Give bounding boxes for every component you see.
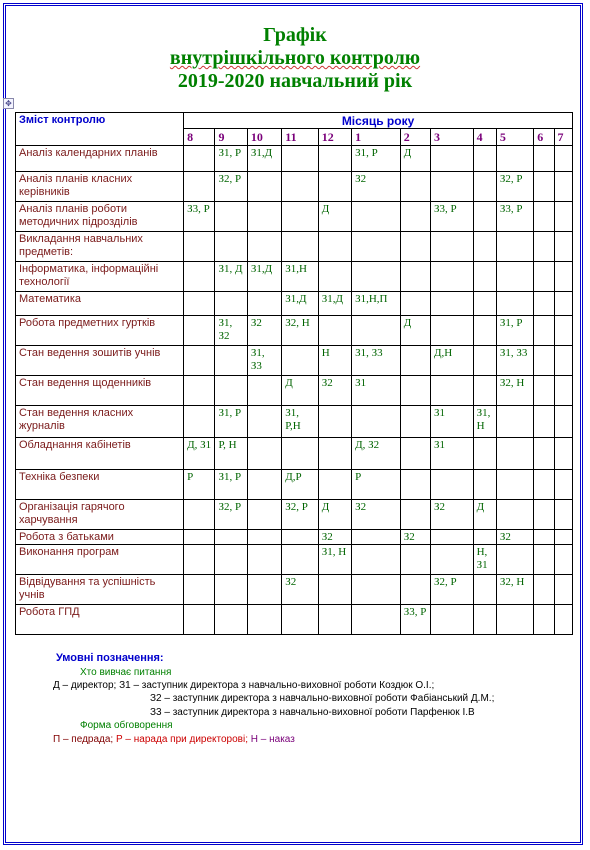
schedule-cell: [473, 438, 496, 470]
schedule-cell: [534, 545, 554, 575]
schedule-cell: [431, 292, 474, 316]
schedule-cell: З2: [431, 500, 474, 530]
schedule-cell: [534, 605, 554, 635]
table-row: [16, 470, 573, 500]
schedule-cell: [184, 545, 215, 575]
schedule-cell: Р: [352, 470, 401, 500]
schedule-cell: [534, 292, 554, 316]
subject-cell: Техніка безпеки: [16, 470, 184, 500]
schedule-cell: [215, 346, 247, 376]
schedule-cell: [473, 146, 496, 172]
legend-key-pedrada: П – педрада;: [53, 734, 114, 745]
legend-who-heading: Хто вивчає питання: [80, 667, 172, 678]
schedule-cell: Д: [318, 500, 351, 530]
schedule-cell: [534, 202, 554, 232]
schedule-cell: [247, 605, 281, 635]
schedule-cell: [247, 470, 281, 500]
schedule-cell: [554, 146, 572, 172]
schedule-cell: [352, 406, 401, 438]
schedule-cell: З1, Р: [352, 146, 401, 172]
schedule-cell: [400, 232, 430, 262]
schedule-cell: [184, 406, 215, 438]
schedule-cell: З1, Н: [318, 545, 351, 575]
schedule-cell: Д: [282, 376, 318, 406]
schedule-cell: З1: [431, 406, 474, 438]
schedule-cell: [247, 292, 281, 316]
schedule-cell: [431, 172, 474, 202]
subject-cell: Робота з батьками: [16, 530, 184, 545]
schedule-cell: З2: [400, 530, 430, 545]
schedule-cell: [184, 376, 215, 406]
subject-column-header: Зміст контролю: [16, 113, 184, 146]
schedule-cell: З1, З3: [496, 346, 533, 376]
schedule-cell: [473, 605, 496, 635]
schedule-cell: Д,Р: [282, 470, 318, 500]
schedule-cell: [496, 605, 533, 635]
schedule-cell: [496, 438, 533, 470]
schedule-cell: З2: [352, 500, 401, 530]
subject-cell: Аналіз календарних планів: [16, 146, 184, 172]
schedule-cell: [282, 146, 318, 172]
schedule-cell: [554, 575, 572, 605]
schedule-cell: [400, 438, 430, 470]
table-row: [16, 292, 573, 316]
schedule-cell: [473, 202, 496, 232]
table-row: [16, 530, 573, 545]
schedule-cell: [431, 146, 474, 172]
schedule-cell: [473, 575, 496, 605]
schedule-cell: З1,Д: [247, 146, 281, 172]
schedule-cell: [431, 530, 474, 545]
schedule-cell: [184, 575, 215, 605]
schedule-cell: [184, 232, 215, 262]
schedule-cell: Н: [318, 346, 351, 376]
schedule-cell: З2: [318, 376, 351, 406]
legend-key-nakaz: Н – наказ: [250, 734, 295, 745]
schedule-cell: [534, 346, 554, 376]
schedule-table: [15, 112, 573, 635]
schedule-cell: [534, 316, 554, 346]
schedule-cell: [554, 346, 572, 376]
subject-cell: Стан ведення зошитів учнів: [16, 346, 184, 376]
legend-form-heading: Форма обговорення: [80, 720, 173, 731]
schedule-cell: Д: [400, 146, 430, 172]
subject-cell: Відвідування та успішність учнів: [16, 575, 184, 605]
month-number: 11: [282, 129, 318, 146]
schedule-cell: З1: [431, 438, 474, 470]
schedule-cell: З2, Р: [215, 172, 247, 202]
schedule-cell: [215, 575, 247, 605]
schedule-cell: [247, 172, 281, 202]
schedule-cell: [496, 262, 533, 292]
schedule-cell: [215, 292, 247, 316]
schedule-cell: [554, 292, 572, 316]
table-row: [16, 232, 573, 262]
schedule-cell: [473, 470, 496, 500]
schedule-cell: [400, 545, 430, 575]
schedule-cell: [215, 605, 247, 635]
schedule-cell: [554, 172, 572, 202]
schedule-cell: [400, 500, 430, 530]
table-row: [16, 202, 573, 232]
month-number: 9: [215, 129, 247, 146]
schedule-cell: [352, 530, 401, 545]
schedule-cell: [247, 575, 281, 605]
schedule-cell: Д,Н: [431, 346, 474, 376]
schedule-cell: Н, З1: [473, 545, 496, 575]
month-number: 1: [352, 129, 401, 146]
schedule-cell: [247, 232, 281, 262]
schedule-cell: [554, 438, 572, 470]
subject-cell: Робота ГПД: [16, 605, 184, 635]
title-line-1: Графік: [263, 24, 327, 46]
schedule-cell: [352, 202, 401, 232]
schedule-cell: Р, Н: [215, 438, 247, 470]
schedule-cell: [554, 376, 572, 406]
month-number: 6: [534, 129, 554, 146]
schedule-cell: [247, 406, 281, 438]
title-line-3: 2019-2020 навчальний рік: [177, 70, 413, 92]
schedule-cell: [318, 232, 351, 262]
schedule-cell: [431, 262, 474, 292]
schedule-cell: [473, 346, 496, 376]
schedule-cell: З1, Д: [215, 262, 247, 292]
schedule-cell: З2, Р: [282, 500, 318, 530]
schedule-cell: [496, 146, 533, 172]
schedule-cell: [282, 545, 318, 575]
month-number: 4: [473, 129, 496, 146]
schedule-cell: [184, 262, 215, 292]
schedule-cell: [282, 202, 318, 232]
schedule-cell: З2, Р: [496, 172, 533, 202]
schedule-cell: [318, 575, 351, 605]
schedule-cell: Д, З2: [352, 438, 401, 470]
schedule-cell: [318, 172, 351, 202]
month-number: 8: [184, 129, 215, 146]
schedule-cell: З1,Д: [282, 292, 318, 316]
schedule-cell: Д: [318, 202, 351, 232]
schedule-cell: З1, З3: [247, 346, 281, 376]
schedule-cell: [473, 232, 496, 262]
schedule-cell: [400, 376, 430, 406]
schedule-cell: [554, 316, 572, 346]
schedule-cell: [554, 605, 572, 635]
schedule-cell: [352, 232, 401, 262]
schedule-cell: З3, Р: [184, 202, 215, 232]
schedule-cell: З3, Р: [431, 202, 474, 232]
month-number: 5: [496, 129, 533, 146]
schedule-cell: [247, 530, 281, 545]
schedule-cell: [534, 172, 554, 202]
schedule-cell: [318, 438, 351, 470]
month-column-header: Місяць року: [184, 113, 573, 129]
schedule-cell: [534, 232, 554, 262]
schedule-cell: [431, 605, 474, 635]
schedule-cell: З1, Р: [215, 470, 247, 500]
schedule-cell: [400, 346, 430, 376]
schedule-cell: [282, 438, 318, 470]
schedule-cell: [534, 575, 554, 605]
table-move-handle-icon[interactable]: ✥: [3, 98, 14, 109]
schedule-cell: [400, 172, 430, 202]
schedule-cell: [247, 376, 281, 406]
schedule-cell: З2, Н: [496, 575, 533, 605]
schedule-cell: [400, 470, 430, 500]
subject-cell: Стан ведення класних журналів: [16, 406, 184, 438]
table-row: [16, 500, 573, 530]
schedule-cell: З1, Р: [215, 406, 247, 438]
schedule-cell: З1,Д: [318, 292, 351, 316]
title-line-2-text: внутрішкільного контролю: [169, 47, 421, 69]
schedule-cell: [473, 292, 496, 316]
schedule-cell: [184, 530, 215, 545]
table-row: [16, 146, 573, 172]
schedule-cell: [400, 202, 430, 232]
subject-cell: Стан ведення щоденників: [16, 376, 184, 406]
legend-deputy-2: З2 – заступник директора з навчально-виховної роботи Фабіанський Д.М.;: [150, 693, 495, 704]
schedule-cell: [431, 470, 474, 500]
schedule-cell: [352, 262, 401, 292]
schedule-cell: З1,Н,П: [352, 292, 401, 316]
schedule-cell: З1: [352, 376, 401, 406]
schedule-cell: [184, 146, 215, 172]
legend-title: Умовні позначення:: [56, 652, 164, 664]
schedule-cell: [215, 530, 247, 545]
subject-cell: Обладнання кабінетів: [16, 438, 184, 470]
schedule-cell: [352, 316, 401, 346]
schedule-cell: [534, 530, 554, 545]
schedule-cell: [282, 530, 318, 545]
table-row: [16, 438, 573, 470]
schedule-cell: Р: [184, 470, 215, 500]
schedule-cell: З2: [318, 530, 351, 545]
subject-cell: Аналіз планів роботи методичних підрозділів: [16, 202, 184, 232]
schedule-cell: З3, Р: [400, 605, 430, 635]
schedule-cell: [473, 530, 496, 545]
schedule-cell: [184, 292, 215, 316]
schedule-cell: [400, 575, 430, 605]
schedule-cell: З2: [247, 316, 281, 346]
schedule-cell: [318, 406, 351, 438]
schedule-cell: [554, 202, 572, 232]
schedule-cell: [473, 262, 496, 292]
schedule-cell: [431, 232, 474, 262]
table-row: [16, 545, 573, 575]
table-row: [16, 605, 573, 635]
schedule-cell: [534, 470, 554, 500]
subject-cell: Інформатика, інформаційні технології: [16, 262, 184, 292]
schedule-cell: [554, 262, 572, 292]
schedule-cell: Д: [473, 500, 496, 530]
legend-keys: [53, 733, 295, 746]
schedule-cell: [473, 172, 496, 202]
schedule-cell: З1, Р: [215, 146, 247, 172]
schedule-cell: [473, 376, 496, 406]
schedule-cell: Д: [400, 316, 430, 346]
schedule-cell: [318, 470, 351, 500]
table-row: [16, 575, 573, 605]
schedule-cell: [400, 262, 430, 292]
schedule-cell: [534, 376, 554, 406]
schedule-cell: [318, 316, 351, 346]
schedule-cell: [496, 292, 533, 316]
schedule-cell: [215, 376, 247, 406]
table-row: [16, 316, 573, 346]
schedule-cell: [215, 202, 247, 232]
schedule-cell: [496, 545, 533, 575]
schedule-cell: З1, Р,Н: [282, 406, 318, 438]
schedule-cell: [247, 202, 281, 232]
table-row: [16, 346, 573, 376]
schedule-cell: [473, 316, 496, 346]
title-line-2: [0, 47, 590, 70]
schedule-cell: З1, Н: [473, 406, 496, 438]
schedule-cell: [184, 316, 215, 346]
schedule-cell: [431, 376, 474, 406]
schedule-cell: З2, Н: [282, 316, 318, 346]
month-number: 3: [431, 129, 474, 146]
schedule-cell: [184, 605, 215, 635]
table-row: [16, 376, 573, 406]
schedule-cell: [282, 346, 318, 376]
schedule-cell: [318, 262, 351, 292]
subject-cell: Аналіз планів класних керівників: [16, 172, 184, 202]
schedule-cell: [496, 500, 533, 530]
schedule-cell: З2: [496, 530, 533, 545]
schedule-cell: [496, 232, 533, 262]
subject-cell: Викладання навчальних предметів:: [16, 232, 184, 262]
schedule-cell: З2: [282, 575, 318, 605]
schedule-cell: [400, 292, 430, 316]
schedule-cell: [534, 262, 554, 292]
schedule-cell: [318, 605, 351, 635]
schedule-cell: [215, 545, 247, 575]
schedule-cell: [282, 605, 318, 635]
schedule-cell: [352, 545, 401, 575]
schedule-cell: З2, Р: [431, 575, 474, 605]
table-row: [16, 406, 573, 438]
schedule-cell: З1, Р: [496, 316, 533, 346]
schedule-cell: [534, 438, 554, 470]
schedule-cell: [554, 406, 572, 438]
subject-cell: Математика: [16, 292, 184, 316]
month-number: 12: [318, 129, 351, 146]
schedule-cell: [554, 500, 572, 530]
schedule-cell: [352, 575, 401, 605]
table-row: [16, 172, 573, 202]
schedule-cell: [534, 146, 554, 172]
month-number: 10: [247, 129, 281, 146]
schedule-cell: [184, 172, 215, 202]
schedule-cell: [534, 500, 554, 530]
schedule-cell: Д, З1: [184, 438, 215, 470]
month-number: 2: [400, 129, 430, 146]
schedule-cell: [318, 146, 351, 172]
schedule-cell: З3, Р: [496, 202, 533, 232]
schedule-cell: З2: [352, 172, 401, 202]
schedule-cell: [184, 346, 215, 376]
schedule-cell: З1,Н: [282, 262, 318, 292]
month-number: 7: [554, 129, 572, 146]
schedule-cell: [184, 500, 215, 530]
schedule-cell: [215, 232, 247, 262]
schedule-cell: [431, 316, 474, 346]
schedule-cell: [352, 605, 401, 635]
subject-cell: Організація гарячого харчування: [16, 500, 184, 530]
schedule-cell: [247, 500, 281, 530]
schedule-cell: [282, 172, 318, 202]
legend-deputy-3: З3 – заступник директора з навчально-виховної роботи Парфенюк І.В: [150, 707, 475, 718]
schedule-cell: [247, 545, 281, 575]
schedule-cell: З1, З2: [215, 316, 247, 346]
schedule-cell: [554, 470, 572, 500]
legend-director: Д – директор; З1 – заступник директора з навчально-виховної роботи Коздюк О.І.;: [53, 680, 435, 691]
schedule-cell: [247, 438, 281, 470]
schedule-cell: [496, 406, 533, 438]
schedule-cell: З1,Д: [247, 262, 281, 292]
schedule-cell: З2, Н: [496, 376, 533, 406]
table-row: [16, 262, 573, 292]
subject-cell: Робота предметних гуртків: [16, 316, 184, 346]
schedule-cell: [534, 406, 554, 438]
subject-cell: Виконання програм: [16, 545, 184, 575]
schedule-cell: [282, 232, 318, 262]
schedule-cell: [431, 545, 474, 575]
schedule-cell: [400, 406, 430, 438]
schedule-cell: [496, 470, 533, 500]
schedule-cell: З2, Р: [215, 500, 247, 530]
schedule-cell: [554, 545, 572, 575]
schedule-cell: З1, З3: [352, 346, 401, 376]
schedule-cell: [554, 530, 572, 545]
legend-key-narada: Р – нарада при директорові;: [115, 734, 248, 745]
schedule-cell: [554, 232, 572, 262]
